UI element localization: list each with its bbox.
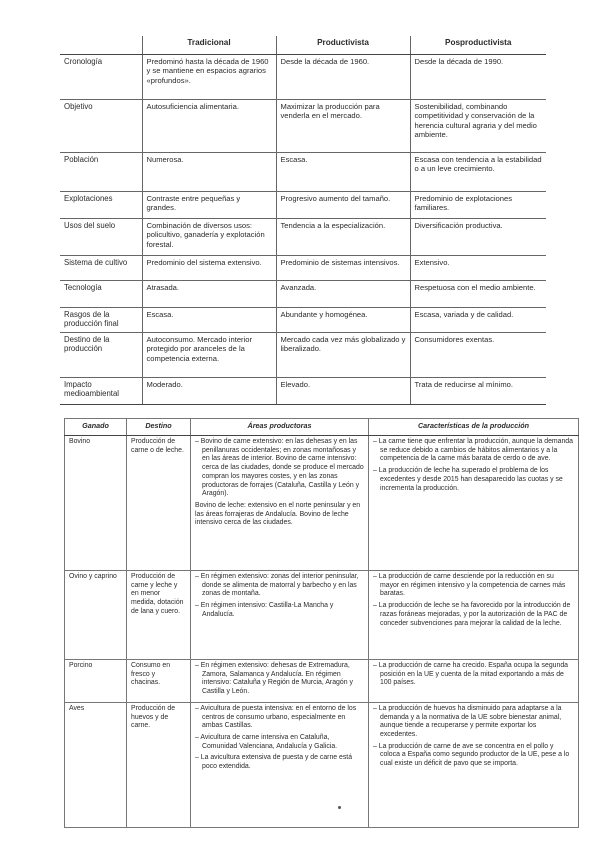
cell-productivista: Mercado cada vez más globalizado y liberalizado.: [276, 333, 410, 378]
table-row: [65, 436, 579, 571]
livestock-table: [64, 418, 579, 828]
bullet-text: – La producción de carne de ave se concentra en el pollo y coloca a España como segundo productor de la UE, pese a lo cual existe un déficit de pavo que se importa.: [373, 743, 574, 769]
cell-tradicional: Escasa.: [142, 308, 276, 333]
bullet-text: – La producción de carne ha crecido. España ocupa la segunda posición en la UE y cuenta de la mitad exportando a más de 100 países.: [373, 662, 574, 688]
table-header-row: [65, 419, 579, 436]
row-label: Rasgos de la producción final: [60, 308, 142, 333]
bullet-text: – La producción de huevos ha disminuido para adaptarse a la demanda y a la normativa de la UE sobre bienestar animal, aunque tiende a recuperarse y permite exportar los excedentes.: [373, 705, 574, 740]
cell-destino: Producción de carne y leche y en menor medida, dotación de lana y cuero.: [127, 571, 191, 660]
cell-posproductivista: Escasa con tendencia a la estabilidad o a un leve crecimiento.: [410, 153, 546, 192]
header-empty: [60, 36, 142, 55]
cell-ganado: Ovino y caprino: [65, 571, 127, 660]
cell-posproductivista: Escasa, variada y de calidad.: [410, 308, 546, 333]
cell-tradicional: Contraste entre pequeñas y grandes.: [142, 192, 276, 219]
table-row: [60, 153, 546, 192]
row-label: Cronología: [60, 55, 142, 100]
cell-posproductivista: Extensivo.: [410, 256, 546, 281]
cell-tradicional: Autosuficiencia alimentaria.: [142, 100, 276, 153]
cell-productivista: Progresivo aumento del tamaño.: [276, 192, 410, 219]
cell-caracteristicas: [369, 660, 579, 703]
cell-productivista: Maximizar la producción para venderla en el mercado.: [276, 100, 410, 153]
cell-destino: Producción de huevos y de carne.: [127, 702, 191, 827]
cell-tradicional: Moderado.: [142, 378, 276, 405]
cell-productivista: Tendencia a la especialización.: [276, 219, 410, 256]
bullet-text: – La producción de leche ha superado el problema de los excedentes y desde 2015 han desaparecido las cuotas y se incrementa la producción.: [373, 467, 574, 493]
table-row: [60, 308, 546, 333]
header-posproductivista: Posproductivista: [410, 36, 546, 55]
row-label: Impacto medioambiental: [60, 378, 142, 405]
cell-posproductivista: Predominio de explotaciones familiares.: [410, 192, 546, 219]
table-row: [60, 333, 546, 378]
cell-areas: [191, 571, 369, 660]
row-label: Usos del suelo: [60, 219, 142, 256]
cell-ganado: Bovino: [65, 436, 127, 571]
row-label: Tecnología: [60, 281, 142, 308]
cell-ganado: Aves: [65, 702, 127, 827]
cell-tradicional: Combinación de diversos usos: policultivo, ganadería y explotación forestal.: [142, 219, 276, 256]
cell-productivista: Desde la década de 1960.: [276, 55, 410, 100]
cell-posproductivista: Respetuosa con el medio ambiente.: [410, 281, 546, 308]
cell-tradicional: Predominó hasta la década de 1960 y se mantiene en espacios agrarios «profundos».: [142, 55, 276, 100]
table-row: [60, 100, 546, 153]
header-caracteristicas: Características de la producción: [369, 419, 579, 436]
table-row: [65, 702, 579, 827]
row-label: Objetivo: [60, 100, 142, 153]
table-row: [60, 219, 546, 256]
cell-caracteristicas: [369, 702, 579, 827]
cell-areas: [191, 702, 369, 827]
table-row: [60, 192, 546, 219]
cell-areas: [191, 660, 369, 703]
cell-caracteristicas: [369, 436, 579, 571]
bullet-text: – La avicultura extensiva de puesta y de carne está poco extendida.: [195, 754, 364, 771]
cell-tradicional: Numerosa.: [142, 153, 276, 192]
row-label: Explotaciones: [60, 192, 142, 219]
table-row: [65, 571, 579, 660]
bullet-text: – En régimen extensivo: zonas del interior peninsular, donde se alimenta de matorral y barbecho y en las zonas de montaña.: [195, 573, 364, 599]
cell-posproductivista: Diversificación productiva.: [410, 219, 546, 256]
table-row: [60, 378, 546, 405]
cell-posproductivista: Consumidores exentas.: [410, 333, 546, 378]
cell-areas: [191, 436, 369, 571]
cell-tradicional: Predominio del sistema extensivo.: [142, 256, 276, 281]
page-speck: [338, 806, 341, 809]
cell-productivista: Abundante y homogénea.: [276, 308, 410, 333]
header-tradicional: Tradicional: [142, 36, 276, 55]
cell-productivista: Elevado.: [276, 378, 410, 405]
bullet-text: – En régimen extensivo: dehesas de Extremadura, Zamora, Salamanca y Andalucía. En régimen intensivo: Cataluña y Región de Murcia, Aragón y Castilla y León.: [195, 662, 364, 697]
table-row: [65, 660, 579, 703]
table-header-row: [60, 36, 546, 55]
cell-posproductivista: Desde la década de 1990.: [410, 55, 546, 100]
cell-ganado: Porcino: [65, 660, 127, 703]
cell-posproductivista: Sostenibilidad, combinando competitividad y conservación de la herencia cultural agraria y del medio ambiente.: [410, 100, 546, 153]
row-label: Destino de la producción: [60, 333, 142, 378]
agrarian-systems-table: [60, 36, 546, 405]
bullet-text: Bovino de leche: extensivo en el norte peninsular y en las áreas forrajeras de Andalucía. Bovino de leche intensivo cerca de las ciudades.: [195, 501, 361, 527]
bullet-text: – La producción de leche se ha favorecido por la introducción de razas foráneas mejoradas, y por la autorización de la PAC de conceder subvenciones para mejorar la calidad de la leche.: [373, 602, 574, 628]
cell-productivista: Predominio de sistemas intensivos.: [276, 256, 410, 281]
bullet-text: – La carne tiene que enfrentar la producción, aunque la demanda se reduce debido a cambios de hábitos alimentarios y a la competencia de la carne más barata de cerdo o de ave.: [373, 438, 574, 464]
cell-destino: Consumo en fresco y chacinas.: [127, 660, 191, 703]
cell-tradicional: Atrasada.: [142, 281, 276, 308]
bullet-text: – Avicultura de puesta intensiva: en el entorno de los centros de consumo urbano, especialmente en ambas Castillas.: [195, 705, 364, 731]
bullet-text: – Avicultura de carne intensiva en Cataluña, Comunidad Valenciana, Andalucía y Galicia.: [195, 734, 364, 751]
cell-caracteristicas: [369, 571, 579, 660]
table-row: [60, 281, 546, 308]
bullet-text: – La producción de carne desciende por la reducción en su mayor en régimen intensivo y la competencia de carnes más baratas.: [373, 573, 574, 599]
header-areas-productoras: Áreas productoras: [191, 419, 369, 436]
cell-productivista: Avanzada.: [276, 281, 410, 308]
bullet-text: – En régimen intensivo: Castilla-La Mancha y Andalucía.: [195, 602, 364, 619]
header-ganado: Ganado: [65, 419, 127, 436]
row-label: Población: [60, 153, 142, 192]
cell-destino: Producción de carne o de leche.: [127, 436, 191, 571]
row-label: Sistema de cultivo: [60, 256, 142, 281]
header-destino: Destino: [127, 419, 191, 436]
cell-posproductivista: Trata de reducirse al mínimo.: [410, 378, 546, 405]
header-productivista: Productivista: [276, 36, 410, 55]
cell-tradicional: Autoconsumo. Mercado interior protegido por aranceles de la competencia externa.: [142, 333, 276, 378]
table-row: [60, 256, 546, 281]
table-row: [60, 55, 546, 100]
bullet-text: – Bovino de carne extensivo: en las dehesas y en las penillanuras occidentales; en zonas montañosas y en las áreas de interior. Bovino de carne intensivo: cerca de las ciudades, donde se produce el mercado compran los mayores costes, y en las zonas productoras de forrajes (Cataluña, Castilla y León y Aragón).: [195, 438, 364, 499]
cell-productivista: Escasa.: [276, 153, 410, 192]
